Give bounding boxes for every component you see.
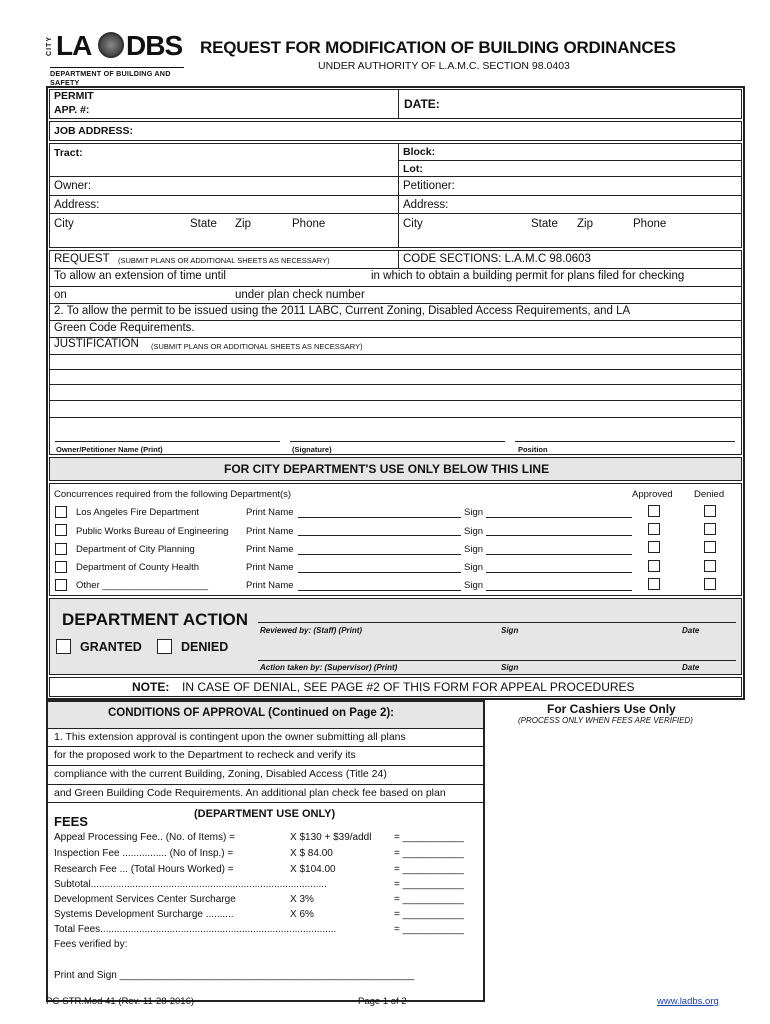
justification-note: (SUBMIT PLANS OR ADDITIONAL SHEETS AS NECESSARY)	[151, 342, 363, 351]
fees-title: FEES	[54, 814, 88, 829]
petitioner-phone-label[interactable]: Phone	[633, 218, 667, 230]
print-name-label: Print Name	[246, 580, 294, 591]
date-label[interactable]: DATE:	[404, 97, 440, 111]
conditions-title: CONDITIONS OF APPROVAL (Continued on Page 2):	[108, 707, 395, 719]
approved-header: Approved	[632, 489, 673, 500]
sign-label: Sign	[464, 544, 484, 555]
job-address-row	[49, 121, 742, 141]
request-note: (SUBMIT PLANS OR ADDITIONAL SHEETS AS NECESSARY)	[118, 256, 330, 265]
fee-rate: X 3%	[290, 894, 314, 905]
fee-rate: X $104.00	[290, 864, 336, 875]
department-name: Los Angeles Fire Department	[76, 507, 200, 518]
sign-label: Sign	[464, 580, 484, 591]
position-label: Position	[518, 445, 548, 454]
condition-line: for the proposed work to the Department to recheck and verify its	[54, 749, 356, 761]
print-name-field[interactable]	[298, 561, 461, 573]
ladbs-logo	[46, 30, 184, 87]
fire-dept-checkbox[interactable]	[55, 506, 67, 518]
condition-line: and Green Building Code Requirements. An additional plan check fee based on plan	[54, 787, 446, 799]
print-name-field[interactable]	[298, 579, 461, 591]
fee-amount-field[interactable]: = ___________	[394, 848, 464, 859]
sign-field[interactable]	[486, 579, 632, 591]
app-label[interactable]: APP. #:	[54, 104, 90, 116]
department-name: Other ____________________	[76, 580, 209, 591]
logo-department: DEPARTMENT OF BUILDING AND SAFETY	[50, 67, 184, 87]
petitioner-address-label[interactable]: Address:	[403, 199, 449, 211]
print-name-field[interactable]	[298, 543, 461, 555]
request-line-1b: in which to obtain a building permit for plans filed for checking	[371, 270, 685, 282]
petitioner-label[interactable]: Petitioner:	[403, 180, 455, 192]
form-id: PC-STR.Mod 41 (Rev. 11-28-2016)	[46, 996, 195, 1007]
fee-amount-field[interactable]: = ___________	[394, 864, 464, 875]
concurrences-heading: Concurrences required from the following Department(s)	[54, 489, 292, 500]
approved-checkbox[interactable]	[648, 505, 660, 517]
department-name: Department of City Planning	[76, 544, 195, 555]
print-and-sign-field[interactable]: Print and Sign _____________________________________________________	[54, 970, 415, 981]
fee-amount-field[interactable]: = ___________	[394, 909, 464, 920]
denied-checkbox[interactable]	[704, 541, 716, 553]
department-name: Department of County Health	[76, 562, 200, 573]
fee-rate: X 6%	[290, 909, 314, 920]
approved-checkbox[interactable]	[648, 541, 660, 553]
page-number: Page 1 of 2	[358, 996, 407, 1007]
denied-checkbox[interactable]	[704, 578, 716, 590]
dept-use-only-label: (DEPARTMENT USE ONLY)	[194, 808, 336, 820]
print-name-field[interactable]	[298, 524, 461, 536]
reviewed-date-label[interactable]: Date	[682, 626, 700, 635]
denied-checkbox[interactable]	[704, 523, 716, 535]
owner-name-print-label: Owner/Petitioner Name (Print)	[56, 445, 163, 454]
request-label: REQUEST	[54, 253, 110, 265]
sign-field[interactable]	[486, 543, 632, 555]
granted-label: GRANTED	[80, 640, 142, 654]
granted-checkbox[interactable]	[56, 639, 71, 654]
logo-dbs: DBS	[126, 30, 183, 61]
ladbs-link[interactable]: www.ladbs.org	[657, 996, 719, 1007]
owner-zip-label[interactable]: Zip	[235, 218, 251, 230]
fee-amount-field[interactable]: = ___________	[394, 832, 464, 843]
print-name-label: Print Name	[246, 526, 294, 537]
form-title: REQUEST FOR MODIFICATION OF BUILDING ORDINANCES	[200, 38, 676, 57]
request-line-2b: under plan check number	[235, 289, 365, 301]
reviewed-sign-label[interactable]: Sign	[501, 626, 519, 635]
city-seal-icon	[98, 32, 124, 58]
fee-label: Development Services Center Surcharge	[54, 894, 236, 905]
approved-checkbox[interactable]	[648, 523, 660, 535]
fees-verified-label[interactable]: Fees verified by:	[54, 939, 128, 950]
fee-amount-field[interactable]: = ___________	[394, 879, 464, 890]
denied-action-label: DENIED	[181, 640, 229, 654]
permit-row	[49, 89, 742, 119]
action-date-label[interactable]: Date	[682, 663, 700, 672]
job-address-label[interactable]: JOB ADDRESS:	[54, 125, 133, 137]
sign-field[interactable]	[486, 524, 632, 536]
fee-label: Research Fee ... (Total Hours Worked) =	[54, 864, 234, 875]
print-name-field[interactable]	[298, 506, 461, 518]
county-health-checkbox[interactable]	[55, 561, 67, 573]
note-text: IN CASE OF DENIAL, SEE PAGE #2 OF THIS FORM FOR APPEAL PROCEDURES	[182, 680, 635, 694]
fee-rate: X $130 + $39/addl	[290, 832, 372, 843]
denied-checkbox[interactable]	[704, 505, 716, 517]
city-use-banner-text: FOR CITY DEPARTMENT'S USE ONLY BELOW THIS LINE	[224, 462, 550, 476]
fee-amount-field[interactable]: = ___________	[394, 924, 464, 935]
print-name-label: Print Name	[246, 562, 294, 573]
denied-action-checkbox[interactable]	[157, 639, 172, 654]
fee-amount-field[interactable]: = ___________	[394, 894, 464, 905]
condition-line: compliance with the current Building, Zoning, Disabled Access (Title 24)	[54, 768, 387, 780]
fee-label: Subtotal.....................................................................................	[54, 879, 327, 890]
signature-label: (Signature)	[292, 445, 332, 454]
cashiers-note: (PROCESS ONLY WHEN FEES ARE VERIFIED)	[518, 716, 693, 725]
owner-address-label[interactable]: Address:	[54, 199, 100, 211]
justification-label[interactable]: JUSTIFICATION	[54, 338, 139, 350]
print-name-label: Print Name	[246, 507, 294, 518]
logo-la: LA	[56, 30, 92, 61]
owner-state-label[interactable]: State	[190, 218, 217, 230]
note-label: NOTE:	[132, 680, 170, 694]
owner-label[interactable]: Owner:	[54, 180, 92, 192]
approved-checkbox[interactable]	[648, 578, 660, 590]
justification-area[interactable]	[49, 355, 742, 455]
petitioner-zip-label[interactable]: Zip	[577, 218, 593, 230]
sign-field[interactable]	[486, 561, 632, 573]
lot-label[interactable]: Lot:	[403, 163, 423, 175]
request-line-2a: on	[54, 289, 67, 301]
sign-field[interactable]	[486, 506, 632, 518]
department-name: Public Works Bureau of Engineering	[76, 526, 229, 537]
public-works-checkbox[interactable]	[55, 524, 67, 536]
denied-header: Denied	[694, 489, 725, 500]
sign-label: Sign	[464, 562, 484, 573]
request-line-3: 2. To allow the permit to be issued using the 2011 LABC, Current Zoning, Disabled Access Requirements, and LA	[54, 305, 631, 317]
fee-rate: X $ 84.00	[290, 848, 333, 859]
city-planning-checkbox[interactable]	[55, 543, 67, 555]
form-subtitle: UNDER AUTHORITY OF L.A.M.C. SECTION 98.0403	[318, 60, 570, 72]
action-taken-label[interactable]: Action taken by: (Supervisor) (Print)	[260, 663, 398, 672]
owner-city-label[interactable]: City	[54, 218, 74, 230]
denied-checkbox[interactable]	[704, 560, 716, 572]
request-line-1a: To allow an extension of time until	[54, 270, 226, 282]
owner-phone-label[interactable]: Phone	[292, 218, 326, 230]
petitioner-city-label[interactable]: City	[403, 218, 423, 230]
approved-checkbox[interactable]	[648, 560, 660, 572]
department-action-title: DEPARTMENT ACTION	[62, 610, 249, 629]
other-checkbox[interactable]	[55, 579, 67, 591]
sign-label: Sign	[464, 526, 484, 537]
reviewed-by-label[interactable]: Reviewed by: (Staff) (Print)	[260, 626, 363, 635]
action-sign-label[interactable]: Sign	[501, 663, 519, 672]
petitioner-state-label[interactable]: State	[531, 218, 558, 230]
fee-label: Systems Development Surcharge ..........	[54, 909, 234, 920]
cashiers-title: For Cashiers Use Only	[547, 702, 676, 716]
tract-label[interactable]: Tract:	[54, 147, 83, 159]
condition-line: 1. This extension approval is contingent upon the owner submitting all plans	[54, 731, 406, 743]
sign-label: Sign	[464, 507, 484, 518]
fee-label: Total Fees.....................................................................................	[54, 924, 337, 935]
block-label[interactable]: Block:	[403, 146, 436, 158]
fee-label: Inspection Fee ................ (No of Insp.) =	[54, 848, 234, 859]
logo-city: CITY	[46, 36, 53, 56]
permit-label: PERMIT	[54, 90, 94, 102]
request-line-4: Green Code Requirements.	[54, 322, 195, 334]
code-sections: CODE SECTIONS: L.A.M.C 98.0603	[403, 253, 591, 265]
fee-label: Appeal Processing Fee.. (No. of Items) =	[54, 832, 235, 843]
print-name-label: Print Name	[246, 544, 294, 555]
